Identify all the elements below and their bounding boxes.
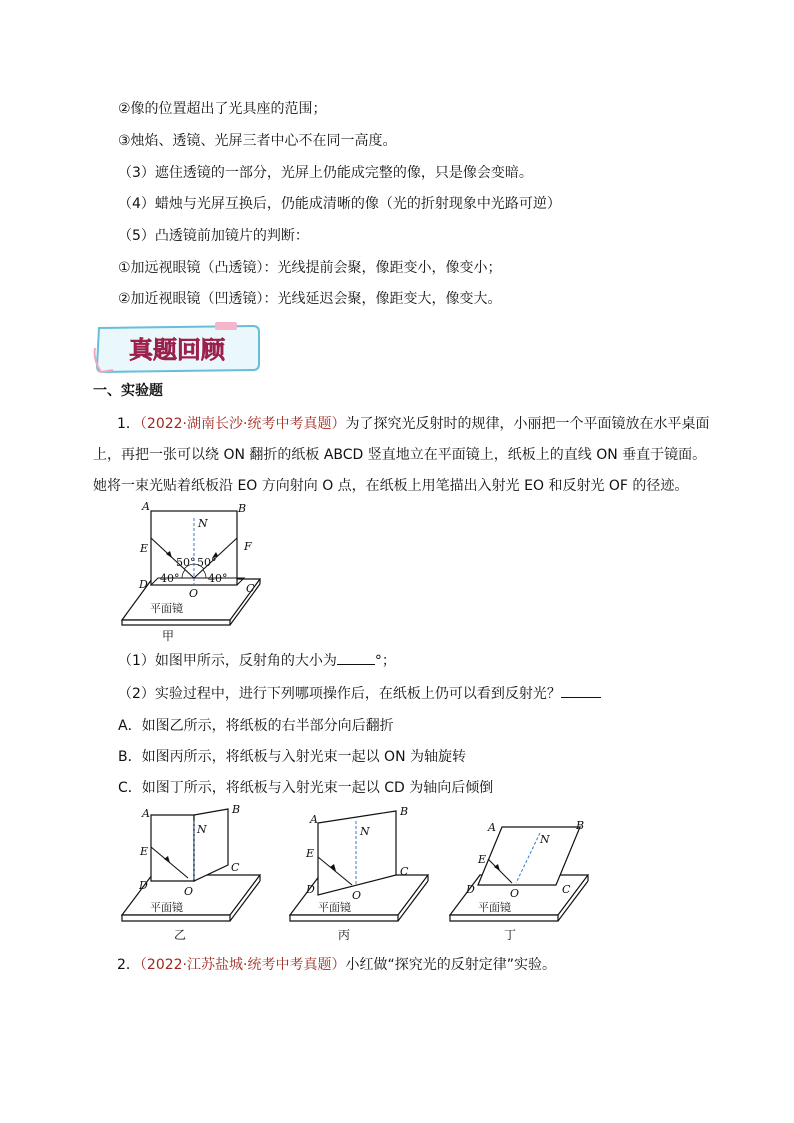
fig-jia-angle-40-right: 40° bbox=[208, 572, 228, 585]
note-line-6: ①加远视眼镜（凸透镜）：光线提前会聚，像距变小，像变小； bbox=[118, 260, 502, 276]
banner-title: 真题回顾 bbox=[129, 335, 225, 364]
note-line-3: （3）遮住透镜的一部分，光屏上仍能成完整的像，只是像会变暗。 bbox=[118, 165, 533, 181]
q1-sub1 bbox=[118, 651, 396, 671]
fig-jia-label-d: D bbox=[139, 578, 148, 591]
fig-yi-label-c: C bbox=[231, 861, 240, 874]
fig-ding-label-a: A bbox=[488, 821, 496, 834]
note-line-1: ②像的位置超出了光具座的范围； bbox=[118, 101, 327, 117]
q1-sub1-unit: °； bbox=[374, 653, 396, 669]
fig-ding-mirror-label: 平面镜 bbox=[478, 901, 511, 914]
section-heading: 一、实验题 bbox=[93, 383, 163, 399]
note-line-7: ②加近视眼镜（凹透镜）：光线延迟会聚，像距变大，像变大。 bbox=[118, 291, 502, 307]
fig-yi-label-n: N bbox=[197, 823, 207, 836]
q2-source: （2022·江苏盐城·统考中考真题） bbox=[139, 957, 346, 973]
fig-yi-label-o: O bbox=[184, 885, 194, 898]
fig-jia-label-b: B bbox=[238, 502, 247, 515]
fig-ding-label-n: N bbox=[540, 833, 550, 846]
q1-option-a: A．如图乙所示，将纸板的右半部分向后翻折 bbox=[118, 718, 394, 734]
fig-ding-label-e: E bbox=[478, 853, 487, 866]
q1-text-2: 上，再把一张可以绕 ON 翻折的纸板 ABCD 竖直地立在平面镜上，纸板上的直线 ON 垂直于镜面。 bbox=[93, 447, 707, 463]
q1-sub2-text: （2）实验过程中，进行下列哪项操作后，在纸板上仍可以看到反射光？ bbox=[118, 686, 561, 702]
fig-yi-label-a: A bbox=[142, 807, 150, 820]
banner-graphic bbox=[93, 322, 265, 376]
fig-jia-angle-50-right: 50° bbox=[197, 556, 217, 569]
fig-jia-label-c: C bbox=[246, 582, 255, 595]
fig-yi-label-d: D bbox=[139, 879, 148, 892]
fig-ding-label-o: O bbox=[510, 887, 520, 900]
fig-jia-label-o: O bbox=[189, 587, 199, 600]
figure-jia-svg bbox=[120, 500, 270, 645]
q1-option-b: B．如图丙所示，将纸板与入射光束一起以 ON 为轴旋转 bbox=[118, 749, 466, 765]
q1-sub1-blank[interactable] bbox=[337, 651, 375, 665]
fig-bing-label-e: E bbox=[306, 847, 315, 860]
q2-number: 2． bbox=[117, 957, 140, 973]
figure-jia bbox=[120, 500, 270, 645]
note-line-2: ③烛焰、透镜、光屏三者中心不在同一高度。 bbox=[118, 133, 397, 149]
figure-ding-svg bbox=[448, 803, 598, 943]
q1-sub2 bbox=[118, 684, 601, 704]
fig-ding-label-c: C bbox=[562, 883, 571, 896]
fig-bing-label-d: D bbox=[306, 883, 315, 896]
fig-jia-label-n: N bbox=[198, 517, 208, 530]
fig-jia-mirror-label: 平面镜 bbox=[150, 602, 183, 615]
fig-bing-caption: 丙 bbox=[338, 928, 351, 942]
fig-bing-mirror-label: 平面镜 bbox=[318, 901, 351, 914]
q1-sub1-text: （1）如图甲所示，反射角的大小为 bbox=[118, 653, 337, 669]
fig-yi-label-e: E bbox=[140, 845, 149, 858]
q1-source: （2022·湖南长沙·统考中考真题） bbox=[139, 416, 346, 432]
q1-text-1: 为了探究光反射时的规律，小丽把一个平面镜放在水平桌面 bbox=[345, 416, 710, 432]
fig-ding-caption: 丁 bbox=[504, 928, 517, 942]
q1-option-c: C．如图丁所示，将纸板与入射光束一起以 CD 为轴向后倾倒 bbox=[118, 780, 494, 796]
fig-bing-label-n: N bbox=[360, 825, 370, 838]
figure-bing-svg bbox=[288, 803, 438, 943]
section-banner bbox=[93, 322, 265, 376]
q2-line bbox=[117, 955, 556, 975]
note-line-4: （4）蜡烛与光屏互换后，仍能成清晰的像（光的折射现象中光路可逆） bbox=[118, 196, 561, 212]
fig-jia-angle-50-left: 50° bbox=[176, 556, 196, 569]
fig-jia-caption: 甲 bbox=[162, 629, 175, 643]
q1-sub2-blank[interactable] bbox=[561, 684, 601, 698]
fig-jia-angle-40-left: 40° bbox=[160, 572, 180, 585]
fig-yi-caption: 乙 bbox=[174, 928, 187, 942]
figure-yi bbox=[120, 803, 270, 943]
fig-ding-label-d: D bbox=[466, 883, 475, 896]
fig-ding-label-b: B bbox=[576, 819, 585, 832]
figure-ding bbox=[448, 803, 598, 943]
fig-jia-label-f: F bbox=[244, 540, 252, 553]
note-line-5: （5）凸透镜前加镜片的判断： bbox=[118, 228, 309, 244]
banner-clip-icon bbox=[215, 322, 237, 330]
fig-jia-label-a: A bbox=[142, 500, 150, 513]
fig-jia-label-e: E bbox=[140, 542, 149, 555]
figure-bing bbox=[288, 803, 438, 943]
fig-bing-label-a: A bbox=[310, 813, 318, 826]
q1-text-3: 她将一束光贴着纸板沿 EO 方向射向 O 点，在纸板上用笔描出入射光 EO 和反射光 OF 的径迹。 bbox=[93, 478, 689, 494]
fig-bing-label-c: C bbox=[400, 865, 409, 878]
fig-yi-mirror-label: 平面镜 bbox=[150, 901, 183, 914]
figure-yi-svg bbox=[120, 803, 270, 943]
fig-bing-label-b: B bbox=[400, 805, 409, 818]
q1-first-line bbox=[117, 414, 709, 434]
q1-number: 1． bbox=[117, 416, 140, 432]
q2-text: 小红做“探究光的反射定律”实验。 bbox=[345, 957, 556, 973]
fig-yi-label-b: B bbox=[232, 803, 241, 816]
fig-bing-label-o: O bbox=[352, 889, 362, 902]
